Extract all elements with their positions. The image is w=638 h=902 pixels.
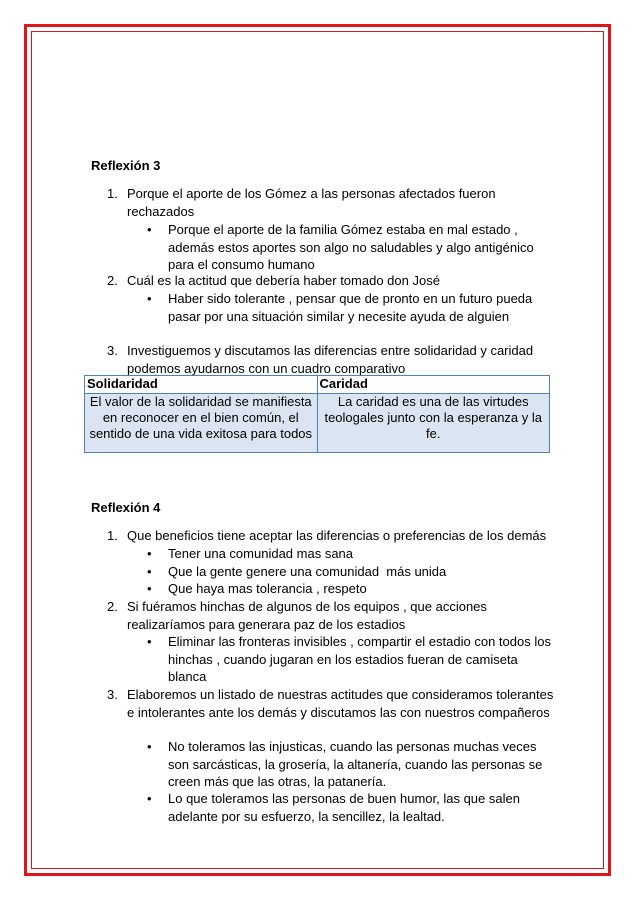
list-item-text: Si fuéramos hinchas de algunos de los equipos , que acciones realizaríamos para generara paz de los estadios (127, 599, 487, 632)
list-item-text: Elaboremos un listado de nuestras actitudes que consideramos tolerantes e intolerantes ante los demás y discutamos las con nuestros compañeros (127, 687, 554, 720)
bullet-text: No toleramos las injusticas, cuando las personas muchas veces son sarcásticas, la grosería, la altanería, cuando las personas se creen más que las otras, la patanería. (168, 739, 543, 789)
list-item (107, 598, 557, 633)
table-row (85, 394, 550, 453)
table-header-row (85, 376, 550, 394)
heading-reflexion-4: Reflexión 4 (91, 500, 161, 515)
comparison-table (84, 375, 550, 453)
list-item-text: Cuál es la actitud que debería haber tomado don José (127, 273, 440, 288)
bullet-text: Que la gente genere una comunidad más unida (168, 564, 447, 579)
list-item (107, 185, 557, 220)
bullet-text: Lo que toleramos las personas de buen humor, las que salen adelante por su esfuerzo, la sencillez, la lealtad. (168, 791, 520, 824)
bullet-icon: • (147, 581, 152, 596)
bullet-icon: • (147, 739, 152, 754)
bullet-icon: • (147, 546, 152, 561)
bullet-icon: • (147, 222, 152, 237)
bullet-item (147, 290, 557, 325)
bullet-text: Tener una comunidad mas sana (168, 546, 354, 561)
table-header-solidaridad: Solidaridad (85, 376, 318, 394)
bullet-icon: • (147, 291, 152, 306)
table-header-caridad: Caridad (317, 376, 550, 394)
bullet-icon: • (147, 564, 152, 579)
table-cell-caridad: La caridad es una de las virtudes teologales junto con la esperanza y la fe. (317, 394, 550, 453)
bullet-item (147, 563, 557, 581)
heading-reflexion-3: Reflexión 3 (91, 158, 161, 173)
bullet-text: Haber sido tolerante , pensar que de pronto en un futuro pueda pasar por una situación similar y necesite ayuda de alguien (168, 291, 533, 324)
bullet-item (147, 738, 557, 791)
list-number: 1. (107, 186, 118, 201)
list-item-text: Investiguemos y discutamos las diferencias entre solidaridad y caridad podemos ayudarnos con un cuadro comparativo (127, 343, 534, 376)
bullet-text: Porque el aporte de la familia Gómez estaba en mal estado , además estos aportes son algo no saludables y algo antigénico para el consumo humano (168, 222, 534, 272)
bullet-item (147, 633, 557, 686)
list-number: 2. (107, 273, 118, 288)
list-item-text: Porque el aporte de los Gómez a las personas afectados fueron rechazados (127, 186, 496, 219)
list-number: 1. (107, 528, 118, 543)
bullet-icon: • (147, 791, 152, 806)
bullet-item (147, 580, 557, 598)
list-number: 3. (107, 343, 118, 358)
bullet-item (147, 545, 557, 563)
bullet-text: Que haya mas tolerancia , respeto (168, 581, 367, 596)
bullet-text: Eliminar las fronteras invisibles , compartir el estadio con todos los hinchas , cuando jugaran en los estadios fueran de camiseta blanca (168, 634, 551, 684)
bullet-icon: • (147, 634, 152, 649)
list-number: 2. (107, 599, 118, 614)
table-cell-solidaridad: El valor de la solidaridad se manifiesta en reconocer en el bien común, el sentido de una vida exitosa para todos (85, 394, 318, 453)
bullet-item (147, 790, 557, 825)
list-item (107, 272, 557, 290)
list-number: 3. (107, 687, 118, 702)
bullet-item (147, 221, 557, 274)
list-item (107, 686, 557, 721)
list-item (107, 342, 557, 377)
list-item (107, 527, 567, 545)
list-item-text: Que beneficios tiene aceptar las diferencias o preferencias de los demás (127, 528, 547, 543)
